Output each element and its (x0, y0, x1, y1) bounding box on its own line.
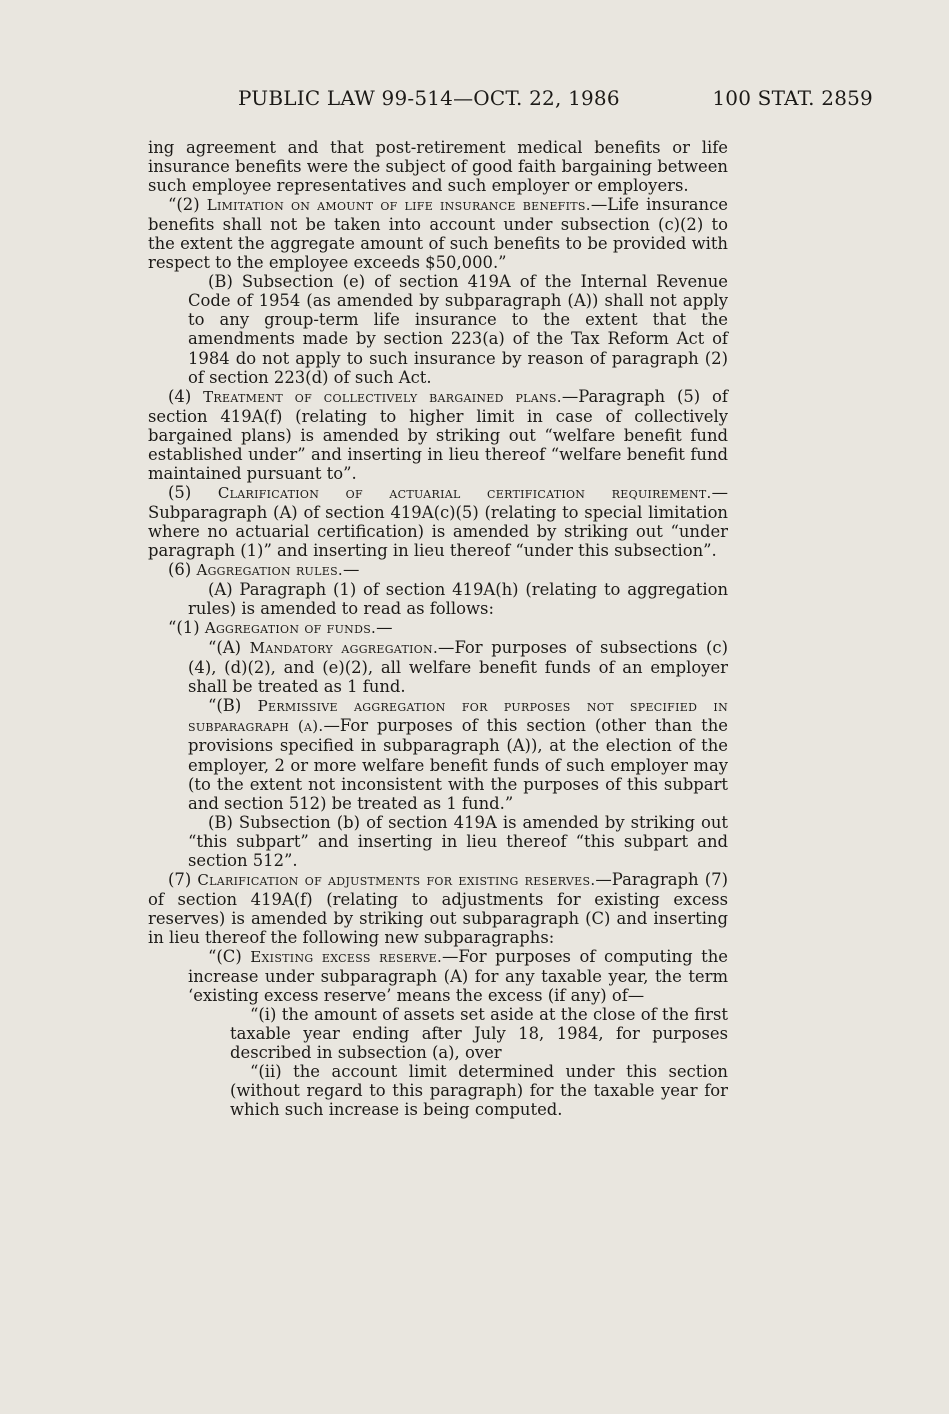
paragraph-text: —Paragraph (7) of section 419A(f) (relating to adjustments for existing excess reserves) is amended by striking out subparagraph (C) and inserting in lieu thereof the following new subparagraphs: (148, 869, 728, 947)
paragraph-heading: Permissive aggregation for purposes not specified in subparagraph (a). (188, 697, 728, 736)
paragraph-7-existing-reserves (148, 870, 728, 947)
paragraph-1-aggregation-of-funds (148, 618, 728, 638)
document-body (148, 138, 728, 1119)
paragraph-text: —Subparagraph (A) of section 419A(c)(5) (relating to special limitation where no actuarial certification) is amended by striking out “under paragraph (1)” and inserting in lieu thereof “under this subsection”. (148, 482, 728, 560)
paragraph-text: —For purposes of subsections (c)(4), (d)(2), and (e)(2), all welfare benefit funds of an employer shall be treated as 1 fund. (188, 638, 729, 697)
paragraph-text: —For purposes of computing the increase under subparagraph (A) for any taxable year, the term ‘existing excess reserve’ means the excess (if any) of— (188, 946, 728, 1006)
paragraph-heading: Treatment of collectively bargained plans. (203, 387, 562, 406)
paragraph-text: —For purposes of this section (other than the provisions specified in subparagraph (A)), at the election of the employer, 2 or more welfare benefit funds of such employer may (to the extent not inconsistent with the purposes of this subpart and section 512) be treated as 1 fund.” (188, 716, 728, 813)
paragraph-lead: “(C) (208, 946, 251, 966)
paragraph-text: —Paragraph (5) of section 419A(f) (relating to higher limit in case of collectively bargained plans) is amended by striking out “welfare benefit fund established under” and inserting in lieu thereof “welfare benefit fund maintained pursuant to”. (148, 386, 728, 483)
paragraph-i-assets-set-aside: “(i) the amount of assets set aside at the close of the first taxable year ending after July 18, 1984, for purposes described in subsection (a), over (230, 1005, 728, 1063)
paragraph-lead: (7) (168, 869, 198, 889)
paragraph-b-permissive-aggregation (148, 696, 728, 812)
paragraph-heading: Aggregation of funds. (204, 619, 377, 638)
page-header (0, 86, 949, 116)
paragraph-lead: “(2) (168, 195, 207, 215)
paragraph-4-collectively-bargained (148, 387, 728, 483)
paragraph-heading: Aggregation rules. (196, 561, 343, 580)
paragraph-5-actuarial-certification (148, 483, 728, 560)
paragraph-text: — (342, 560, 360, 580)
paragraph-lead: “(1) (168, 618, 205, 638)
paragraph-b-subsection-b: (B) Subsection (b) of section 419A is amended by striking out “this subpart” and inserting in lieu thereof “this subpart and section 512”. (188, 812, 728, 870)
paragraph-lead: (5) (168, 482, 218, 502)
header-title: PUBLIC LAW 99-514—OCT. 22, 1986 (238, 86, 620, 110)
paragraph-heading: Mandatory aggregation. (249, 639, 439, 658)
paragraph-lead: (4) (168, 386, 204, 406)
paragraph-text: — (376, 618, 393, 638)
paragraph-6-aggregation-rules (148, 560, 728, 580)
paragraph-lead: (6) (168, 560, 197, 580)
paragraph-heading: Limitation on amount of life insurance benefits. (206, 196, 591, 215)
paragraph-a-mandatory-aggregation (148, 638, 728, 696)
paragraph-heading: Existing excess reserve. (250, 947, 443, 966)
header-stat-page: 100 STAT. 2859 (712, 86, 873, 110)
paragraph-2-life-insurance-limit (148, 195, 728, 272)
paragraph-continuation: ing agreement and that post-retirement medical benefits or life insurance benefits were the subject of good faith bargaining between such employee representatives and such employer or employers. (148, 138, 728, 196)
paragraph-c-existing-excess-reserve (148, 947, 728, 1005)
paragraph-heading: Clarification of adjustments for existing reserves. (197, 870, 596, 889)
paragraph-heading: Clarification of actuarial certification requirement. (217, 483, 712, 502)
paragraph-b-subsection-e: (B) Subsection (e) of section 419A of the Internal Revenue Code of 1954 (as amended by subparagraph (A)) shall not apply to any group-term life insurance to the extent that the amendments made by section 223(a) of the Tax Reform Act of 1984 do not apply to such insurance by reason of paragraph (2) of section 223(d) of such Act. (188, 272, 728, 387)
paragraph-ii-account-limit: “(ii) the account limit determined under this section (without regard to this paragraph) for the taxable year for which such increase is being computed. (230, 1062, 728, 1120)
paragraph-a-section-419a-h: (A) Paragraph (1) of section 419A(h) (relating to aggregation rules) is amended to read as follows: (188, 580, 728, 619)
paragraph-lead: “(B) (208, 696, 258, 716)
paragraph-text: —Life insurance benefits shall not be taken into account under subsection (c)(2) to the extent the aggregate amount of such benefits to be provided with respect to the employee exceeds $50,000.” (148, 195, 728, 273)
paragraph-lead: “(A) (208, 638, 250, 658)
